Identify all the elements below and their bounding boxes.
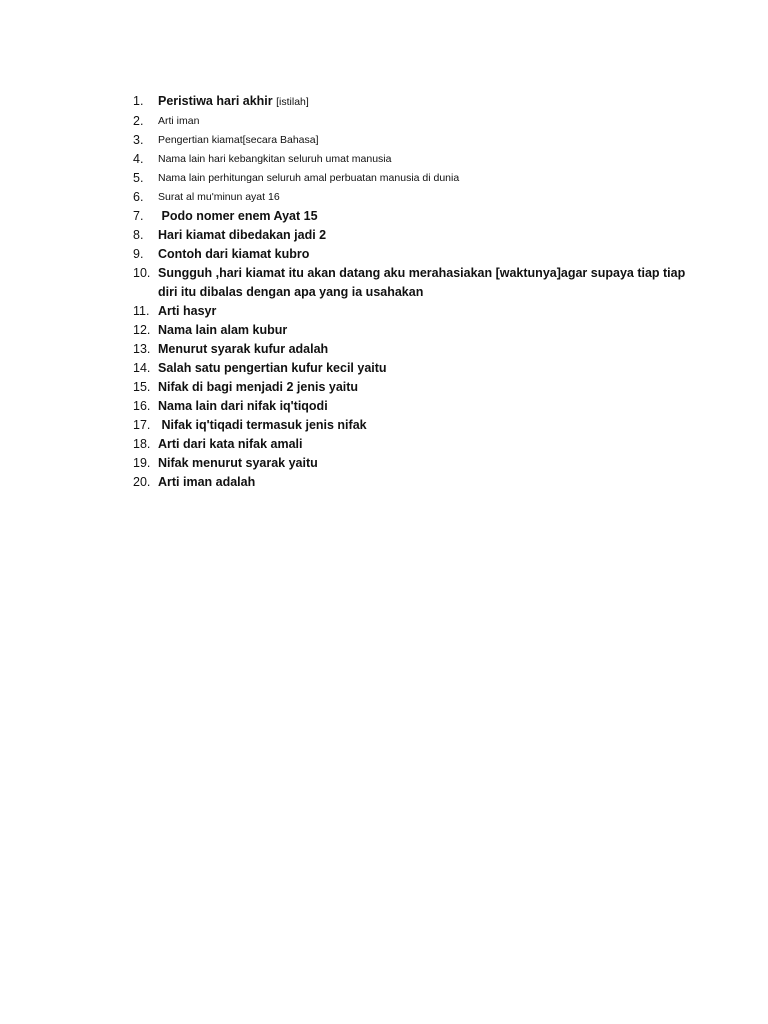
question-number: 2. — [133, 114, 144, 128]
question-text: Arti iman — [158, 115, 200, 127]
question-text: Pengertian kiamat[secara Bahasa] — [158, 134, 319, 146]
question-number: 18. — [133, 437, 151, 451]
question-text: Arti dari kata nifak amali — [158, 437, 303, 451]
question-item-4 — [133, 150, 693, 169]
question-text: Menurut syarak kufur adalah — [158, 342, 329, 356]
question-item-12 — [133, 321, 693, 340]
question-item-2 — [133, 112, 693, 131]
question-list — [133, 92, 693, 492]
question-number: 19. — [133, 456, 151, 470]
question-text: Contoh dari kiamat kubro — [158, 247, 310, 261]
question-item-13 — [133, 340, 693, 359]
question-number: 16. — [133, 399, 151, 413]
question-item-7 — [133, 207, 693, 226]
question-note: [istilah] — [276, 96, 309, 108]
question-item-5 — [133, 169, 693, 188]
question-number: 17. — [133, 418, 151, 432]
question-number: 7. — [133, 209, 144, 223]
question-text — [158, 92, 693, 112]
question-text: Nama lain perhitungan seluruh amal perbuatan manusia di dunia — [158, 172, 460, 184]
question-text: Nama lain hari kebangkitan seluruh umat manusia — [158, 153, 392, 165]
question-number: 15. — [133, 380, 151, 394]
question-item-17 — [133, 416, 693, 435]
question-text-main: Peristiwa hari akhir — [158, 94, 273, 108]
question-item-10 — [133, 264, 693, 302]
question-text: Surat al mu'minun ayat 16 — [158, 191, 280, 203]
question-number: 4. — [133, 152, 144, 166]
question-item-14 — [133, 359, 693, 378]
question-item-19 — [133, 454, 693, 473]
question-number: 20. — [133, 475, 151, 489]
question-item-8 — [133, 226, 693, 245]
question-number: 14. — [133, 361, 151, 375]
question-text: Hari kiamat dibedakan jadi 2 — [158, 228, 327, 242]
question-number: 10. — [133, 266, 151, 280]
question-item-9 — [133, 245, 693, 264]
question-number: 8. — [133, 228, 144, 242]
question-number: 9. — [133, 247, 144, 261]
question-text: Nifak iq'tiqadi termasuk jenis nifak — [158, 418, 367, 432]
question-number: 3. — [133, 133, 144, 147]
question-item-15 — [133, 378, 693, 397]
question-number: 6. — [133, 190, 144, 204]
question-item-6 — [133, 188, 693, 207]
question-text: Arti hasyr — [158, 304, 217, 318]
question-item-1 — [133, 92, 693, 112]
question-text: Arti iman adalah — [158, 475, 256, 489]
question-text: Nama lain dari nifak iq'tiqodi — [158, 399, 328, 413]
question-number: 11. — [133, 304, 150, 318]
question-item-11 — [133, 302, 693, 321]
question-number: 1. — [133, 94, 144, 108]
question-text: Sungguh ,hari kiamat itu akan datang aku merahasiakan [waktunya]agar supaya tiap tiap diri itu dibalas dengan apa yang ia usahakan — [158, 266, 689, 299]
question-item-16 — [133, 397, 693, 416]
question-item-20 — [133, 473, 693, 492]
question-number: 12. — [133, 323, 151, 337]
question-text: Podo nomer enem Ayat 15 — [158, 209, 318, 223]
question-text: Salah satu pengertian kufur kecil yaitu — [158, 361, 387, 375]
question-number: 5. — [133, 171, 144, 185]
question-text: Nifak menurut syarak yaitu — [158, 456, 318, 470]
question-number: 13. — [133, 342, 151, 356]
question-text: Nifak di bagi menjadi 2 jenis yaitu — [158, 380, 359, 394]
question-item-3 — [133, 131, 693, 150]
question-item-18 — [133, 435, 693, 454]
question-text: Nama lain alam kubur — [158, 323, 288, 337]
